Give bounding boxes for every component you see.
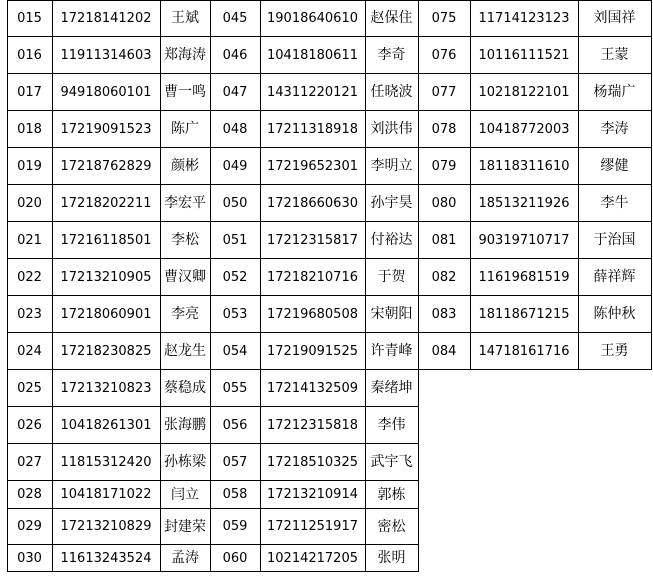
id-cell: 10418261301 [60,417,152,433]
name-cell: 张明 [377,550,406,566]
row-divider [7,443,211,444]
row-divider [7,147,211,148]
row-divider [7,0,211,1]
row-divider [418,221,652,222]
row-number-cell: 076 [431,47,457,63]
id-cell: 11619681519 [478,269,570,285]
id-cell: 17219680508 [267,306,358,322]
row-divider [7,36,211,37]
name-cell: 杨瑞广 [593,84,636,100]
column-divider [7,0,8,572]
row-number-cell: 030 [17,550,42,566]
row-number-cell: 054 [222,343,248,359]
id-cell: 10218122101 [478,84,570,100]
row-divider [210,0,419,1]
name-cell: 宋朝阳 [370,306,413,322]
row-number-cell: 019 [17,158,42,174]
column-divider [418,0,419,370]
name-cell: 王勇 [600,343,629,359]
name-cell: 李宏平 [164,195,206,211]
row-number-cell: 079 [431,158,457,174]
row-divider [210,147,419,148]
column-divider [52,0,53,572]
column-divider [651,0,652,370]
name-cell: 闫立 [171,486,199,503]
id-cell: 10418772003 [478,121,570,137]
id-cell: 94918060101 [60,84,152,100]
row-number-cell: 057 [222,454,248,470]
row-number-cell: 029 [17,519,42,534]
id-cell: 10418180611 [267,47,358,63]
row-number-cell: 058 [222,487,248,502]
name-cell: 于治国 [593,232,636,248]
name-cell: 张海鹏 [164,417,206,433]
id-cell: 17213210829 [60,519,152,534]
id-cell: 10116111521 [478,47,570,63]
column-divider [160,0,161,572]
name-cell: 刘洪伟 [370,121,413,137]
row-number-cell: 020 [17,195,42,211]
row-divider [7,406,211,407]
row-divider [418,369,652,370]
row-divider [418,0,652,1]
id-cell: 17214132509 [267,380,358,396]
name-cell: 秦绪坤 [370,380,413,396]
row-number-cell: 024 [17,343,42,359]
row-divider [210,295,419,296]
row-number-cell: 023 [17,306,42,322]
row-divider [210,258,419,259]
row-divider [210,480,419,481]
row-divider [418,73,652,74]
row-divider [418,332,652,333]
name-cell: 封建荣 [164,518,206,535]
name-cell: 李明立 [370,158,413,174]
name-cell: 王蒙 [600,47,629,63]
name-cell: 陈仲秋 [593,306,636,322]
column-divider [470,0,471,370]
name-cell: 蔡稳成 [164,380,206,396]
id-cell: 18513211926 [478,195,570,211]
row-divider [210,544,419,545]
row-divider [210,184,419,185]
row-number-cell: 081 [431,232,457,248]
id-cell: 17216118501 [60,232,152,248]
column-divider [365,0,366,572]
id-cell: 17213210905 [60,269,152,285]
row-number-cell: 080 [431,195,457,211]
name-cell: 李伟 [377,417,406,433]
row-divider [210,73,419,74]
row-number-cell: 084 [431,343,457,359]
row-divider [418,295,652,296]
id-cell: 14718161716 [478,343,570,359]
id-cell: 17219091525 [267,343,358,359]
id-cell: 17213210914 [267,487,358,502]
row-number-cell: 028 [17,487,42,502]
row-number-cell: 047 [222,84,248,100]
row-number-cell: 082 [431,269,457,285]
id-cell: 17218230825 [60,343,152,359]
id-cell: 14311220121 [267,84,358,100]
row-divider [7,571,211,572]
row-divider [7,221,211,222]
name-cell: 密松 [377,518,406,535]
name-cell: 曹汉卿 [164,269,206,285]
name-cell: 郑海涛 [164,47,206,63]
row-divider [210,369,419,370]
id-cell: 90319710717 [478,232,570,248]
id-cell: 17218210716 [267,269,358,285]
row-number-cell: 026 [17,417,42,433]
row-number-cell: 075 [431,10,457,26]
row-divider [7,508,211,509]
name-cell: 陈广 [171,121,199,137]
id-cell: 17219091523 [60,121,152,137]
row-number-cell: 049 [222,158,248,174]
name-cell: 李松 [171,232,199,248]
row-divider [7,480,211,481]
row-divider [7,258,211,259]
row-divider [210,332,419,333]
row-divider [418,147,652,148]
id-cell: 17218762829 [60,158,152,174]
row-divider [7,184,211,185]
name-cell: 赵龙生 [164,343,206,359]
row-divider [210,110,419,111]
name-cell: 于贺 [377,269,406,285]
row-number-cell: 048 [222,121,248,137]
name-cell: 刘国祥 [593,10,636,26]
id-cell: 17218141202 [60,10,152,26]
row-number-cell: 045 [222,10,248,26]
row-number-cell: 017 [17,84,42,100]
row-divider [418,36,652,37]
id-cell: 17211318918 [267,121,358,137]
row-number-cell: 022 [17,269,42,285]
name-cell: 孟涛 [171,550,199,566]
id-cell: 11911314603 [60,47,152,63]
row-number-cell: 027 [17,454,42,470]
row-number-cell: 018 [17,121,42,137]
name-cell: 李牛 [600,195,629,211]
id-cell: 17212315817 [267,232,358,248]
row-divider [7,544,211,545]
name-cell: 孙栋梁 [164,454,206,470]
name-cell: 王斌 [171,10,199,26]
id-cell: 18118311610 [478,158,570,174]
name-cell: 郭栋 [377,486,406,503]
row-divider [7,295,211,296]
name-cell: 李涛 [600,121,629,137]
row-divider [7,73,211,74]
row-divider [7,110,211,111]
id-cell: 17219652301 [267,158,358,174]
row-number-cell: 016 [17,47,42,63]
id-cell: 17218510325 [267,454,358,470]
id-cell: 17218060901 [60,306,152,322]
row-divider [418,110,652,111]
name-cell: 曹一鸣 [164,84,206,100]
row-divider [418,258,652,259]
id-cell: 18118671215 [478,306,570,322]
column-divider [210,0,211,572]
id-cell: 17218660630 [267,195,358,211]
name-cell: 任晓波 [370,84,413,100]
name-cell: 颜彬 [171,158,199,174]
row-number-cell: 055 [222,380,248,396]
row-number-cell: 051 [222,232,248,248]
column-divider [578,0,579,370]
row-divider [418,184,652,185]
name-cell: 武宇飞 [370,454,413,470]
name-cell: 薛祥辉 [593,269,636,285]
row-divider [210,36,419,37]
name-cell: 赵保住 [370,10,413,26]
row-divider [210,406,419,407]
row-number-cell: 025 [17,380,42,396]
row-number-cell: 015 [17,10,42,26]
row-divider [7,369,211,370]
id-cell: 10418171022 [60,487,152,502]
row-number-cell: 059 [222,519,248,534]
row-divider [210,571,419,572]
id-cell: 17212315818 [267,417,358,433]
row-divider [7,332,211,333]
row-number-cell: 050 [222,195,248,211]
id-cell: 17211251917 [267,519,358,534]
row-number-cell: 053 [222,306,248,322]
id-cell: 10214217205 [267,550,358,566]
row-divider [210,443,419,444]
row-divider [210,508,419,509]
name-cell: 付裕达 [370,232,413,248]
row-number-cell: 078 [431,121,457,137]
row-number-cell: 046 [222,47,248,63]
name-cell: 李奇 [377,47,406,63]
row-number-cell: 056 [222,417,248,433]
name-cell: 许青峰 [370,343,413,359]
column-divider [260,0,261,572]
id-cell: 11714123123 [478,10,570,26]
row-number-cell: 083 [431,306,457,322]
name-cell: 缪健 [600,158,629,174]
row-number-cell: 052 [222,269,248,285]
id-cell: 17213210823 [60,380,152,396]
name-cell: 孙宇昊 [370,195,413,211]
row-number-cell: 077 [431,84,457,100]
id-cell: 11815312420 [60,454,152,470]
row-divider [210,221,419,222]
id-cell: 19018640610 [267,10,358,26]
row-number-cell: 021 [17,232,42,248]
id-cell: 11613243524 [60,550,152,566]
id-cell: 17218202211 [60,195,152,211]
name-cell: 李亮 [171,306,199,322]
row-number-cell: 060 [222,550,248,566]
